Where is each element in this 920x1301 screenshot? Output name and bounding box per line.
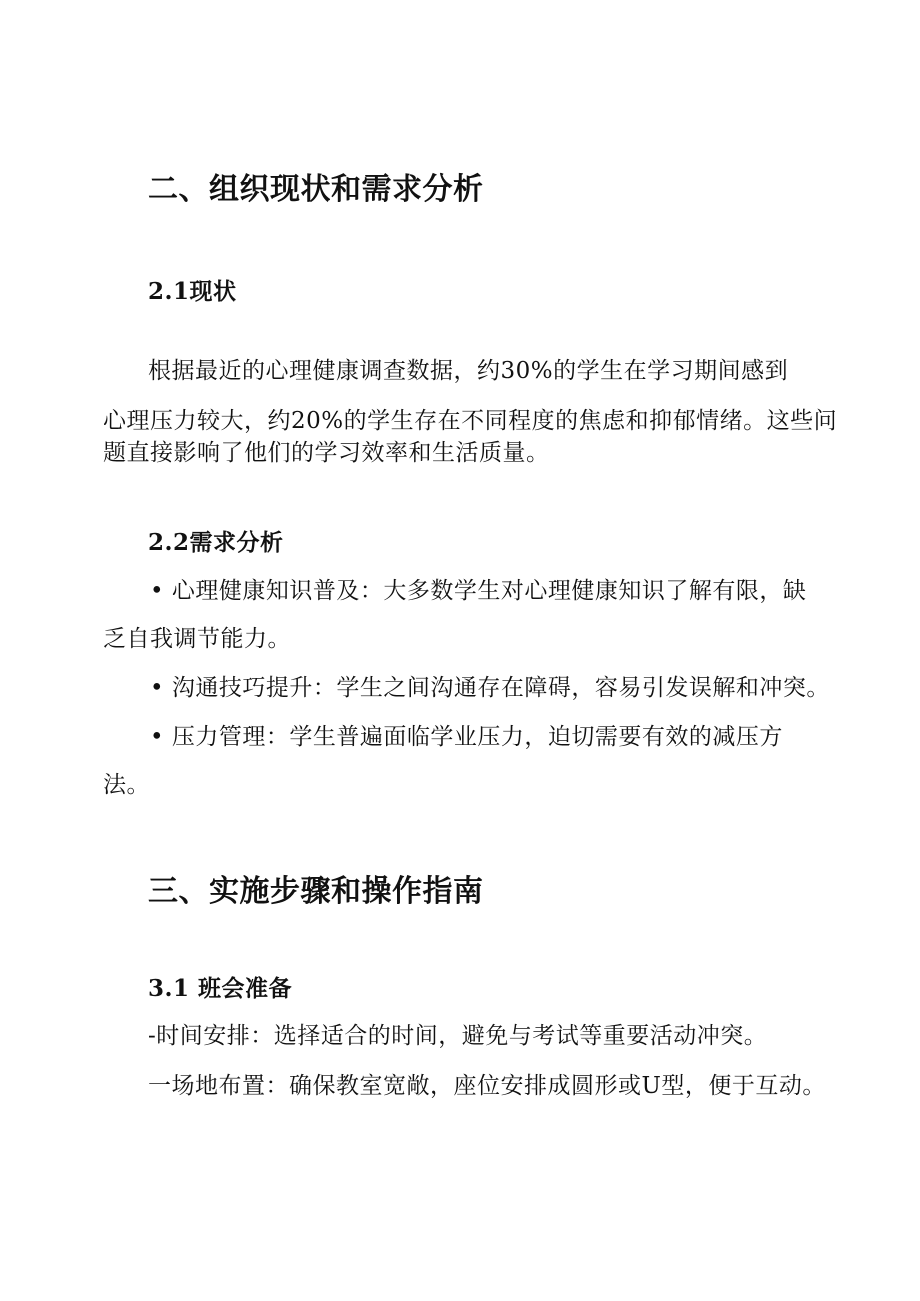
bullet-stress-line-2: 法。 <box>103 772 150 798</box>
subsection-2-1-heading: 2.1现状 <box>148 278 237 305</box>
paragraph-2-1-line-2: 心理压力较大，约20%的学生存在不同程度的焦虑和抑郁情绪。这些问 <box>103 408 838 434</box>
paragraph-2-1-line-1: 根据最近的心理健康调查数据，约30%的学生在学习期间感到 <box>148 358 789 384</box>
paragraph-2-1-line-3: 题直接影响了他们的学习效率和生活质量。 <box>103 440 550 466</box>
section-3-heading: 三、实施步骤和操作指南 <box>148 874 484 909</box>
bullet-knowledge-line-1: • 心理健康知识普及：大多数学生对心理健康知识了解有限，缺 <box>150 578 807 604</box>
item-venue-layout: 一场地布置：确保教室宽敞，座位安排成圆形或U型，便于互动。 <box>148 1073 826 1099</box>
subsection-3-1-heading: 3.1 班会准备 <box>148 975 293 1002</box>
bullet-communication: • 沟通技巧提升：学生之间沟通存在障碍，容易引发误解和冲突。 <box>150 675 830 701</box>
item-time-arrangement: -时间安排：选择适合的时间，避免与考试等重要活动冲突。 <box>148 1023 768 1049</box>
section-2-heading: 二、组织现状和需求分析 <box>148 172 484 207</box>
bullet-knowledge-line-2: 乏自我调节能力。 <box>103 626 291 652</box>
subsection-2-2-heading: 2.2需求分析 <box>148 529 284 556</box>
bullet-stress-line-1: • 压力管理：学生普遍面临学业压力，迫切需要有效的减压方 <box>150 724 783 750</box>
